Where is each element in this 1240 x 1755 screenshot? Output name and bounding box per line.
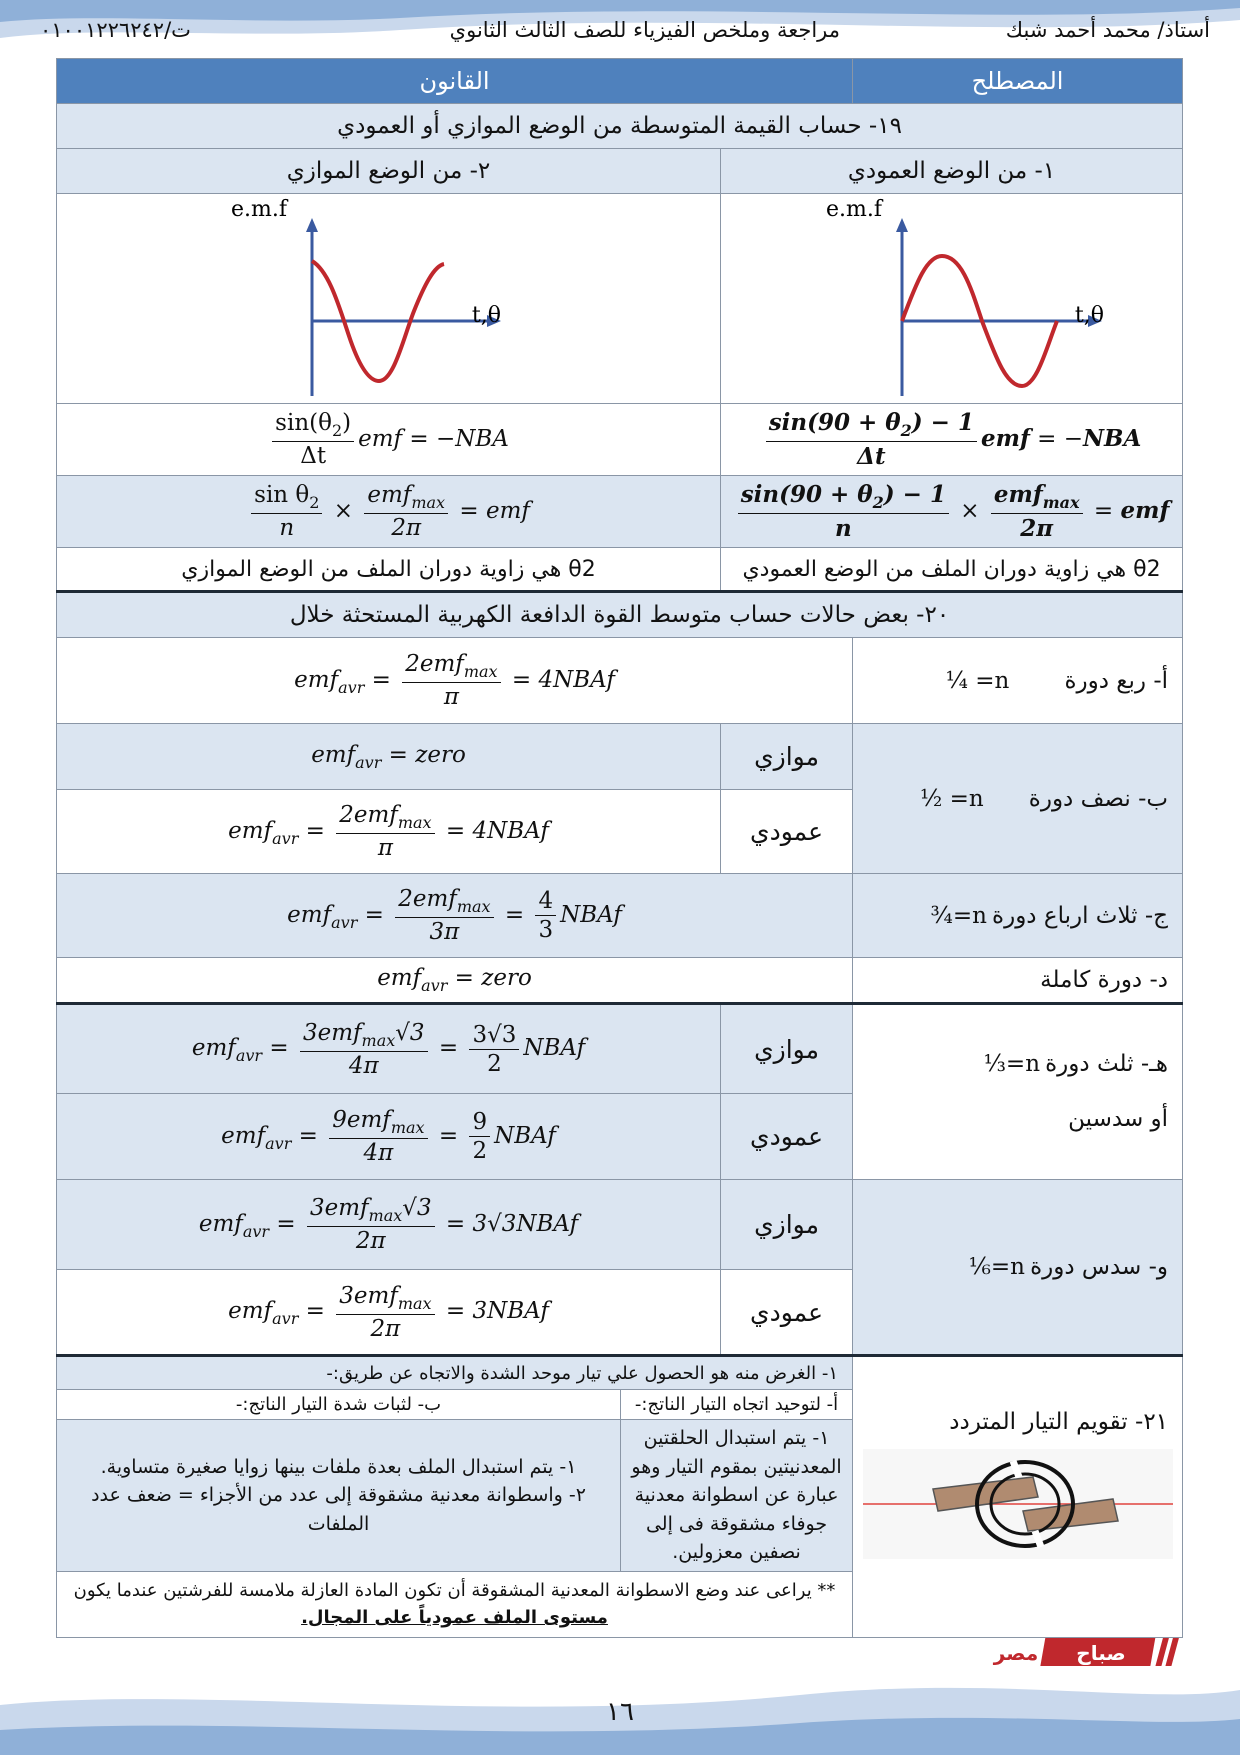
case-d-term: د- دورة كاملة	[853, 958, 1183, 1004]
section21-a-text: ١- يتم استبدال الحلقتين المعدنيتين بمقوم التيار وهو عبارة عن اسطوانة معدنية جوفاء مشقوقة فى إلى نصفين معزولين.	[621, 1420, 853, 1572]
teacher-name: أستاذ/ محمد أحمد شبك	[1005, 18, 1210, 42]
section21-term: ٢١- تقويم التيار المتردد	[949, 1409, 1169, 1435]
case-f-parallel-formula: emf$_{avr}$ = $\frac{3√3emf_{max}}{2\pi}$ = 3√3NBAf	[57, 1180, 721, 1270]
section21-note-emphasis: مستوى الملف عمودياً على المجال.	[301, 1607, 608, 1628]
case-c-formula: emf$_{avr}$ = $\frac{2emf_{max}}{3\pi}$ = $\frac{4}{3}$ NBAf	[57, 874, 853, 958]
section21-b-texts	[57, 1420, 621, 1572]
perp-theta-note: θ2 هي زاوية دوران الملف من الوضع العمودي	[721, 548, 1183, 592]
header-title: مراجعة وملخص الفيزياء للصف الثالث الثانوي	[449, 18, 840, 42]
case-d-row	[57, 958, 1183, 1004]
page-number: ١٦	[606, 1697, 634, 1727]
case-f-row-1	[57, 1180, 1183, 1270]
case-b-term: ب- نصف دورة n= ½	[853, 724, 1183, 874]
case-b-perp-formula: emf$_{avr}$ = $\frac{2emf_{max}}{\pi}$ = 4NBAf	[57, 790, 721, 874]
case-b-parallel-label: موازي	[721, 724, 853, 790]
perp-y-arrow	[896, 218, 908, 232]
par-graph-xlabel: t,θ	[471, 303, 501, 328]
section19-subtitles	[57, 149, 1183, 194]
case-f-perp-label: عمودي	[721, 1270, 853, 1356]
par-theta-note: θ2 هي زاوية دوران الملف من الوضع الموازي	[57, 548, 721, 592]
section21-a-title: أ- لتوحيد اتجاه التيار الناتج:-	[621, 1390, 853, 1420]
case-b-row-1	[57, 724, 1183, 790]
case-e-parallel-formula: emf$_{avr}$ = $\frac{3√3emf_{max}}{4\pi}$ = $\frac{3√3}{2}$ NBAf	[57, 1004, 721, 1094]
case-a-term: أ- ربع دورة n= ¼	[853, 638, 1183, 724]
case-c-row	[57, 874, 1183, 958]
page-header	[30, 14, 1210, 48]
term-header: المصطلح	[853, 59, 1183, 104]
site-logo	[988, 1634, 1184, 1670]
par-graph-ylabel: e.m.f	[230, 197, 287, 222]
section21-note: ** يراعى عند وضع الاسطوانة المعدنية المشقوقة أن تكون المادة العازلة ملامسة للفرشتين عندما يكون مستوى الملف عمودياً على المجال.	[57, 1571, 853, 1637]
case-e-perp-formula: emf$_{avr}$ = $\frac{9emf_{max}}{4\pi}$ = $\frac{9}{2}$ NBAf	[57, 1094, 721, 1180]
case-f-perp-formula: emf$_{avr}$ = $\frac{3emf_{max}}{2\pi}$ = 3NBAf	[57, 1270, 721, 1356]
perp-title: ١- من الوضع العمودي	[721, 149, 1183, 194]
perp-formula-2: emf = $\frac{emf_{max}}{2\pi}$ × $\frac{\sin(90 + \theta_2) - 1}{n}$	[721, 476, 1183, 548]
section21-b-text1: ١- يتم استبدال الملف بعدة ملفات بينها زوايا صغيرة متساوية.	[100, 1455, 577, 1478]
table-header-row	[57, 59, 1183, 104]
logo-text-b: مصر	[993, 1641, 1039, 1665]
graphs-row	[57, 194, 1183, 404]
logo-text-a: صباح	[1076, 1641, 1126, 1665]
case-c-term: ج- ثلاث ارباع دورة n=¾	[853, 874, 1183, 958]
case-d-formula: emf$_{avr}$ = zero	[57, 958, 853, 1004]
emf-formula-row-2	[57, 476, 1183, 548]
case-a-formula: emf$_{avr}$ = $\frac{2emf_{max}}{\pi}$ = 4NBAf	[57, 638, 853, 724]
emf-formula-row-1	[57, 404, 1183, 476]
case-e-row-1	[57, 1004, 1183, 1094]
summary-table	[56, 58, 1183, 1638]
par-formula-2: emf = $\frac{emf_{max}}{2\pi}$ × $\frac{\sin \theta_2}{n}$	[57, 476, 721, 548]
case-a-row	[57, 638, 1183, 724]
case-e-parallel-label: موازي	[721, 1004, 853, 1094]
section21-term-cell	[853, 1356, 1183, 1638]
perp-graph-ylabel: e.m.f	[825, 197, 882, 222]
case-f-parallel-label: موازي	[721, 1180, 853, 1270]
perp-formula-1: emf = −NBA $\frac{\sin(90 + \theta_2) - 1}{\Delta t}$	[721, 404, 1183, 476]
section21-purpose: ١- الغرض منه هو الحصول علي تيار موحد الشدة والاتجاه عن طريق:-	[57, 1356, 853, 1390]
case-e-term: هـ- ثلث دورة n=⅓ أو سدسين	[853, 1004, 1183, 1180]
commutator-image	[863, 1449, 1173, 1559]
phone-number: ت/٠١٠٠١٢٢٦٢٤٢	[40, 18, 191, 42]
case-f-term: و- سدس دورة n=⅙	[853, 1180, 1183, 1356]
par-graph	[230, 196, 539, 401]
case-b-perp-label: عمودي	[721, 790, 853, 874]
section19-title: ١٩- حساب القيمة المتوسطة من الوضع الموازي أو العمودي	[57, 104, 1183, 149]
case-e-perp-label: عمودي	[721, 1094, 853, 1180]
case-b-parallel-formula: emf$_{avr}$ = zero	[57, 724, 721, 790]
perp-graph-cell	[721, 194, 1183, 404]
section20-title: ٢٠- بعض حالات حساب متوسط القوة الدافعة الكهربية المستحثة خلال	[57, 592, 1183, 638]
section21-purpose-row	[57, 1356, 1183, 1390]
par-formula-1: emf = −NBA $\frac{\sin(\theta_2)}{\Delta t}$	[57, 404, 721, 476]
section19-title-row	[57, 104, 1183, 149]
section20-title-row	[57, 592, 1183, 638]
par-title: ٢- من الوضع الموازي	[57, 149, 721, 194]
theta-note-row	[57, 548, 1183, 592]
law-header: القانون	[57, 59, 853, 104]
section21-b-title: ب- لثبات شدة التيار الناتج:-	[57, 1390, 621, 1420]
perp-graph-xlabel: t,θ	[1074, 303, 1104, 328]
perp-graph	[802, 196, 1102, 401]
par-graph-cell	[57, 194, 721, 404]
section21-b-text2: ٢- واسطوانة معدنية مشقوقة إلى عدد من الأجزاء = ضعف عدد الملفات	[91, 1484, 586, 1535]
par-y-arrow	[306, 218, 318, 232]
